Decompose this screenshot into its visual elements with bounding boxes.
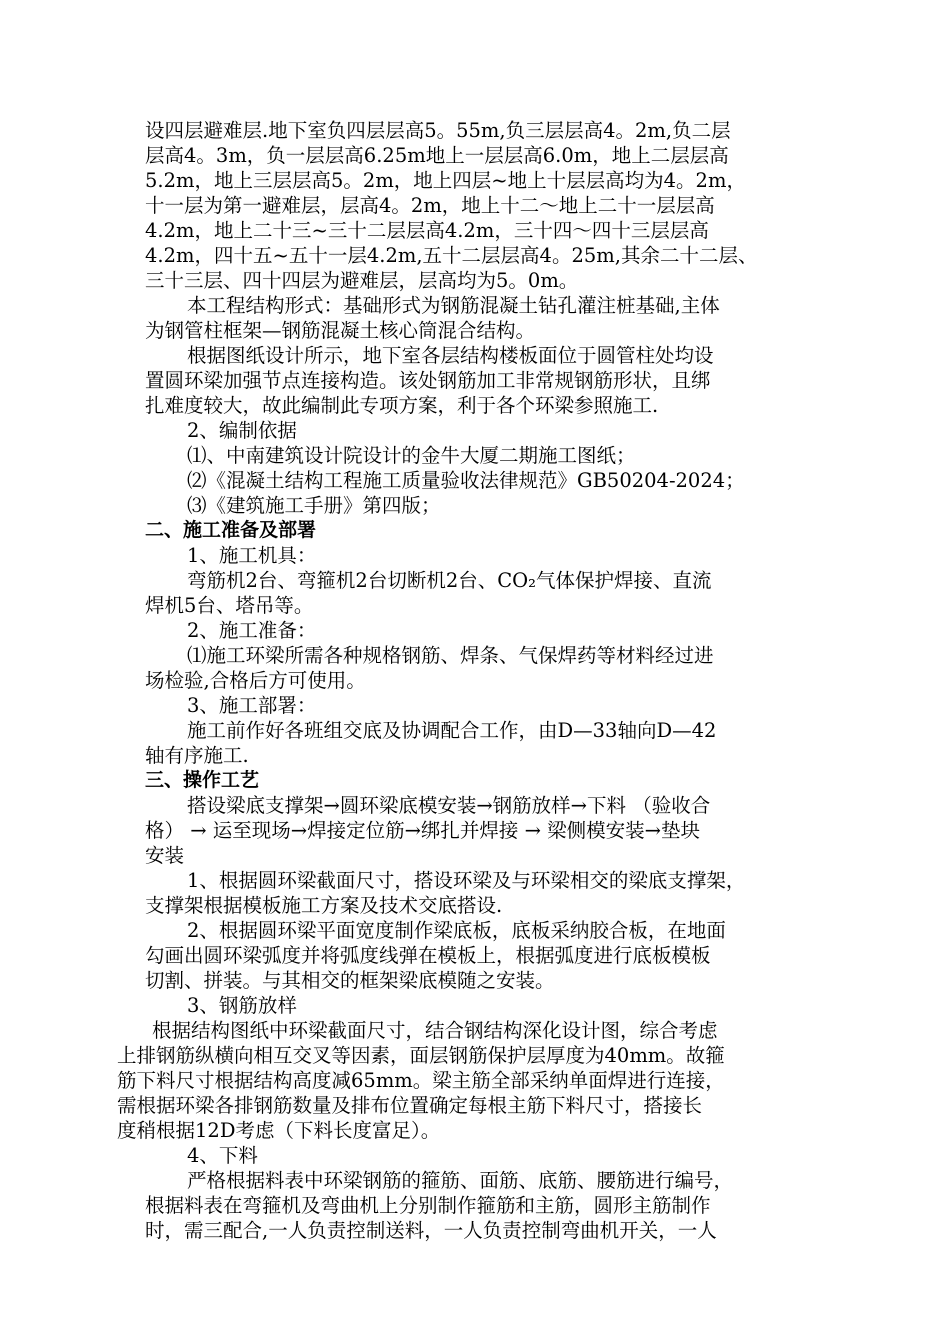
subsection-heading: 1、施工机具： xyxy=(187,544,317,567)
subsection-heading: 3、钢筋放样 xyxy=(187,994,297,1017)
text-line: 场检验,合格后方可使用。 xyxy=(145,669,366,692)
text-line: 焊机5台、塔吊等。 xyxy=(145,594,314,617)
text-line: 根据料表在弯箍机及弯曲机上分别制作箍筋和主筋，圆形主筋制作 xyxy=(145,1194,711,1217)
subsection-heading: 3、施工部署： xyxy=(187,694,317,717)
paragraph-first-line: 严格根据料表中环梁钢筋的箍筋、面筋、底筋、腰筋进行编号， xyxy=(187,1169,734,1192)
paragraph-first-line: 搭设梁底支撑架→圆环梁底模安装→钢筋放样→下料 （验收合 xyxy=(187,794,711,817)
text-line: 筋下料尺寸根据结构高度减65mm。梁主筋全部采纳单面焊进行连接， xyxy=(117,1069,725,1092)
paragraph-first-line: 1、根据圆环梁截面尺寸，搭设环梁及与环梁相交的梁底支撑架， xyxy=(187,869,746,892)
text-line: 扎难度较大，故此编制此专项方案，利于各个环梁参照施工. xyxy=(145,394,659,417)
text-line: 支撑架根据模板施工方案及技术交底搭设. xyxy=(145,894,503,917)
text-line: 十一层为第一避难层，层高4。2m，地上十二～地上二十一层层高 xyxy=(145,194,715,217)
text-line: 置圆环梁加强节点连接构造。该处钢筋加工非常规钢筋形状，且绑 xyxy=(145,369,711,392)
text-line: 勾画出圆环梁弧度并将弧度线弹在模板上，根据弧度进行底板模板 xyxy=(145,944,711,967)
text-line: 设四层避难层.地下室负四层层高5。55m,负三层层高4。2m,负二层 xyxy=(145,119,731,142)
section-heading: 二、施工准备及部署 xyxy=(145,519,317,541)
paragraph-first-line: ⑴施工环梁所需各种规格钢筋、焊条、气保焊药等材料经过进 xyxy=(187,644,714,667)
text-line: 上排钢筋纵横向相互交叉等因素，面层钢筋保护层厚度为40mm。故箍 xyxy=(117,1044,725,1067)
paragraph-first-line: 2、根据圆环梁平面宽度制作梁底板，底板采纳胶合板，在地面 xyxy=(187,919,726,942)
paragraph-first-line: 施工前作好各班组交底及协调配合工作，由D—33轴向D—42 xyxy=(187,719,717,742)
section-heading: 三、操作工艺 xyxy=(145,769,260,791)
list-item: ⑶《建筑施工手册》第四版； xyxy=(187,494,441,517)
text-line: 格） → 运至现场→焊接定位筋→绑扎并焊接 → 梁侧模安装→垫块 xyxy=(145,819,700,842)
text-line: 三十三层、四十四层为避难层，层高均为5。0m。 xyxy=(145,269,579,292)
text-line: 度稍根据12D考虑（下料长度富足）。 xyxy=(117,1119,441,1142)
list-item: ⑵《混凝土结构工程施工质量验收法律规范》GB50204-2024； xyxy=(187,469,745,492)
list-item: ⑴、中南建筑设计院设计的金牛大厦二期施工图纸； xyxy=(187,444,636,467)
text-line: 需根据环梁各排钢筋数量及排布位置确定每根主筋下料尺寸，搭接长 xyxy=(117,1094,703,1117)
text-line: 安装 xyxy=(145,844,185,867)
text-line: 层高4。3m，负一层层高6.25m地上一层层高6.0m，地上二层层高 xyxy=(145,144,729,167)
text-line: 轴有序施工. xyxy=(145,744,249,767)
text-line: 4.2m，四十五~五十一层4.2m,五十二层层高4。25m,其余二十二层、 xyxy=(145,244,758,267)
text-line: 时，需三配合,一人负责控制送料，一人负责控制弯曲机开关，一人 xyxy=(145,1219,717,1242)
subsection-heading: 2、编制依据 xyxy=(187,419,297,442)
text-line: 4.2m，地上二十三~三十二层层高4.2m，三十四～四十三层层高 xyxy=(145,219,709,242)
subsection-heading: 2、施工准备： xyxy=(187,619,317,642)
paragraph-first-line: 本工程结构形式：基础形式为钢筋混凝土钻孔灌注桩基础,主体 xyxy=(187,294,720,317)
text-line: 5.2m，地上三层层高5。2m，地上四层~地上十层层高均为4。2m， xyxy=(145,169,746,192)
paragraph-first-line: 弯筋机2台、弯箍机2台切断机2台、CO₂气体保护焊接、直流 xyxy=(187,569,712,592)
subsection-heading: 4、下料 xyxy=(187,1144,258,1167)
paragraph-first-line: 根据结构图纸中环梁截面尺寸，结合钢结构深化设计图，综合考虑 xyxy=(152,1019,718,1042)
paragraph-first-line: 根据图纸设计所示，地下室各层结构楼板面位于圆管柱处均设 xyxy=(187,344,714,367)
text-line: 切割、拼装。与其相交的框架梁底模随之安装。 xyxy=(145,969,555,992)
text-line: 为钢管柱框架—钢筋混凝土核心筒混合结构。 xyxy=(145,319,536,342)
